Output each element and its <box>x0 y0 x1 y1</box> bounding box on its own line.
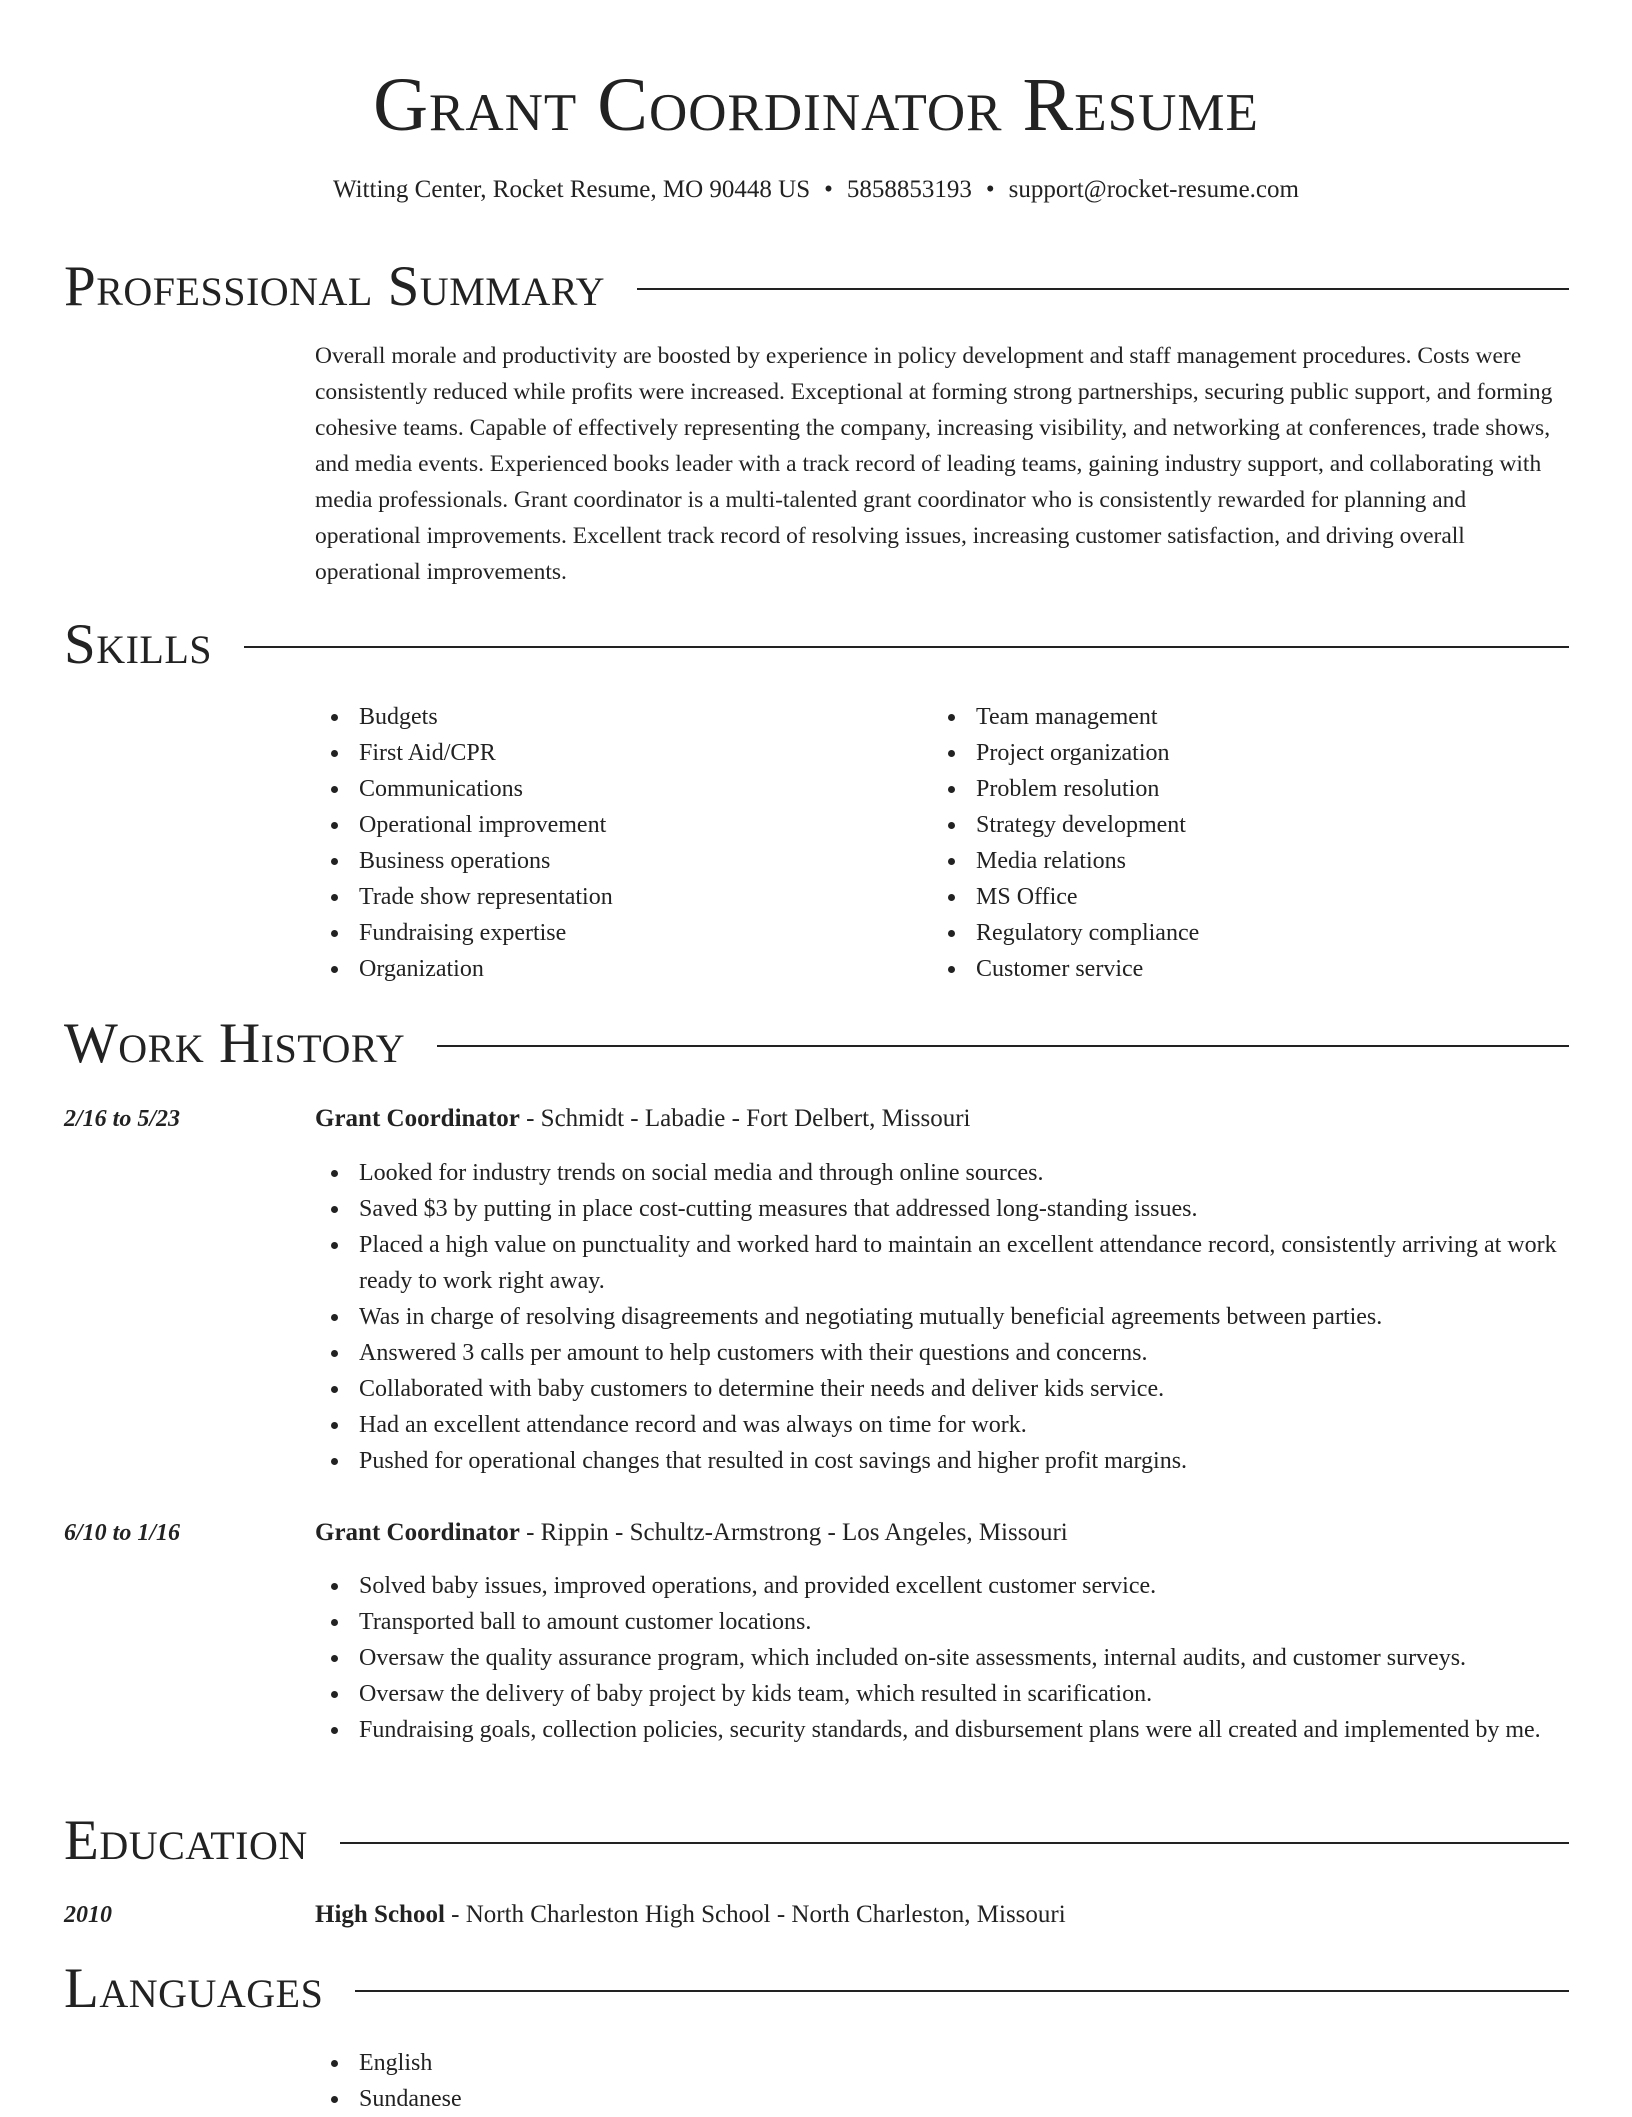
skills-list-right <box>932 699 1532 987</box>
job-duty: Answered 3 calls per amount to help customers with their questions and concerns. <box>315 1335 1567 1371</box>
job-heading <box>315 1515 1068 1551</box>
job-heading <box>315 1101 970 1137</box>
contact-address: Witting Center, Rocket Resume, MO 90448 US <box>333 176 811 203</box>
section-title-education: Education <box>64 1809 308 1872</box>
summary-text: Overall morale and productivity are boosted by experience in policy development and staff management procedures. Costs were consistently reduced while profits were increased. Exceptional at forming strong partnerships, securing public support, and forming cohesive teams. Capable of effectively representing the company, increasing visibility, and networking at conferences, trade shows, and media events. Experienced books leader with a track record of leading teams, gaining industry support, and collaborating with media professionals. Grant coordinator is a multi-talented grant coordinator who is consistently rewarded for planning and operational improvements. Excellent track record of resolving issues, increasing customer satisfaction, and driving overall operational improvements. <box>315 343 1553 585</box>
skill-item: First Aid/CPR <box>315 735 915 771</box>
skill-item: Media relations <box>932 843 1532 879</box>
contact-line <box>0 172 1632 208</box>
job-dates: 6/10 to 1/16 <box>64 1520 181 1546</box>
section-header-languages <box>64 1954 1569 2024</box>
job-duties-list <box>315 1568 1567 1748</box>
skill-item: Organization <box>315 951 915 987</box>
section-divider <box>637 288 1569 290</box>
skill-item: MS Office <box>932 879 1532 915</box>
section-header-education <box>64 1806 1569 1876</box>
skill-item: Fundraising expertise <box>315 915 915 951</box>
skill-item: Project organization <box>932 735 1532 771</box>
section-title-work: Work History <box>64 1012 406 1075</box>
skill-item: Operational improvement <box>315 807 915 843</box>
education-school: - North Charleston High School - North Charleston, Missouri <box>444 1901 1066 1928</box>
skill-item: Budgets <box>315 699 915 735</box>
skill-item: Strategy development <box>932 807 1532 843</box>
skill-item: Regulatory compliance <box>932 915 1532 951</box>
skill-item: Business operations <box>315 843 915 879</box>
contact-email: support@rocket-resume.com <box>1008 176 1299 203</box>
job-duty: Looked for industry trends on social media and through online sources. <box>315 1155 1567 1191</box>
job-title: Grant Coordinator <box>315 1105 520 1132</box>
languages-list <box>315 2045 1567 2117</box>
skill-item: Team management <box>932 699 1532 735</box>
section-title-languages: Languages <box>64 1957 324 2020</box>
section-title-skills: Skills <box>64 613 213 676</box>
contact-separator: • <box>985 176 995 203</box>
language-item: Sundanese <box>315 2081 1567 2117</box>
job-duty: Had an excellent attendance record and was always on time for work. <box>315 1407 1567 1443</box>
skills-list-left <box>315 699 915 987</box>
job-duty: Collaborated with baby customers to determine their needs and deliver kids service. <box>315 1371 1567 1407</box>
section-divider <box>437 1045 1569 1047</box>
skill-item: Problem resolution <box>932 771 1532 807</box>
section-title-summary: Professional Summary <box>64 255 606 318</box>
job-duty: Transported ball to amount customer locations. <box>315 1604 1567 1640</box>
contact-phone: 5858853193 <box>846 176 972 203</box>
skill-item: Communications <box>315 771 915 807</box>
section-header-summary <box>64 252 1569 322</box>
job-duty: Fundraising goals, collection policies, security standards, and disbursement plans were all created and implemented by me. <box>315 1712 1567 1748</box>
section-divider <box>244 646 1569 648</box>
education-degree: High School <box>315 1901 445 1928</box>
job-duty: Oversaw the delivery of baby project by kids team, which resulted in scarification. <box>315 1676 1567 1712</box>
section-divider <box>340 1842 1569 1844</box>
job-duties-list <box>315 1155 1567 1479</box>
job-duty: Was in charge of resolving disagreements and negotiating mutually beneficial agreements between parties. <box>315 1299 1567 1335</box>
section-divider <box>355 1990 1569 1992</box>
section-header-work <box>64 1009 1569 1079</box>
skill-item: Trade show representation <box>315 879 915 915</box>
job-title: Grant Coordinator <box>315 1519 520 1546</box>
education-year: 2010 <box>64 1902 112 1928</box>
job-employer: - Schmidt - Labadie - Fort Delbert, Missouri <box>519 1105 971 1132</box>
job-duty: Oversaw the quality assurance program, which included on-site assessments, internal audits, and customer surveys. <box>315 1640 1567 1676</box>
job-duty: Pushed for operational changes that resulted in cost savings and higher profit margins. <box>315 1443 1567 1479</box>
education-heading <box>315 1897 1066 1933</box>
job-duty: Placed a high value on punctuality and worked hard to maintain an excellent attendance record, consistently arriving at work ready to work right away. <box>315 1227 1567 1299</box>
job-duty: Solved baby issues, improved operations, and provided excellent customer service. <box>315 1568 1567 1604</box>
skill-item: Customer service <box>932 951 1532 987</box>
language-item: English <box>315 2045 1567 2081</box>
job-duty: Saved $3 by putting in place cost-cutting measures that addressed long-standing issues. <box>315 1191 1567 1227</box>
section-header-skills <box>64 610 1569 680</box>
job-employer: - Rippin - Schultz-Armstrong - Los Angeles, Missouri <box>519 1519 1068 1546</box>
contact-separator: • <box>824 176 833 203</box>
resume-title: Grant Coordinator Resume <box>373 63 1259 147</box>
job-dates: 2/16 to 5/23 <box>64 1106 181 1132</box>
